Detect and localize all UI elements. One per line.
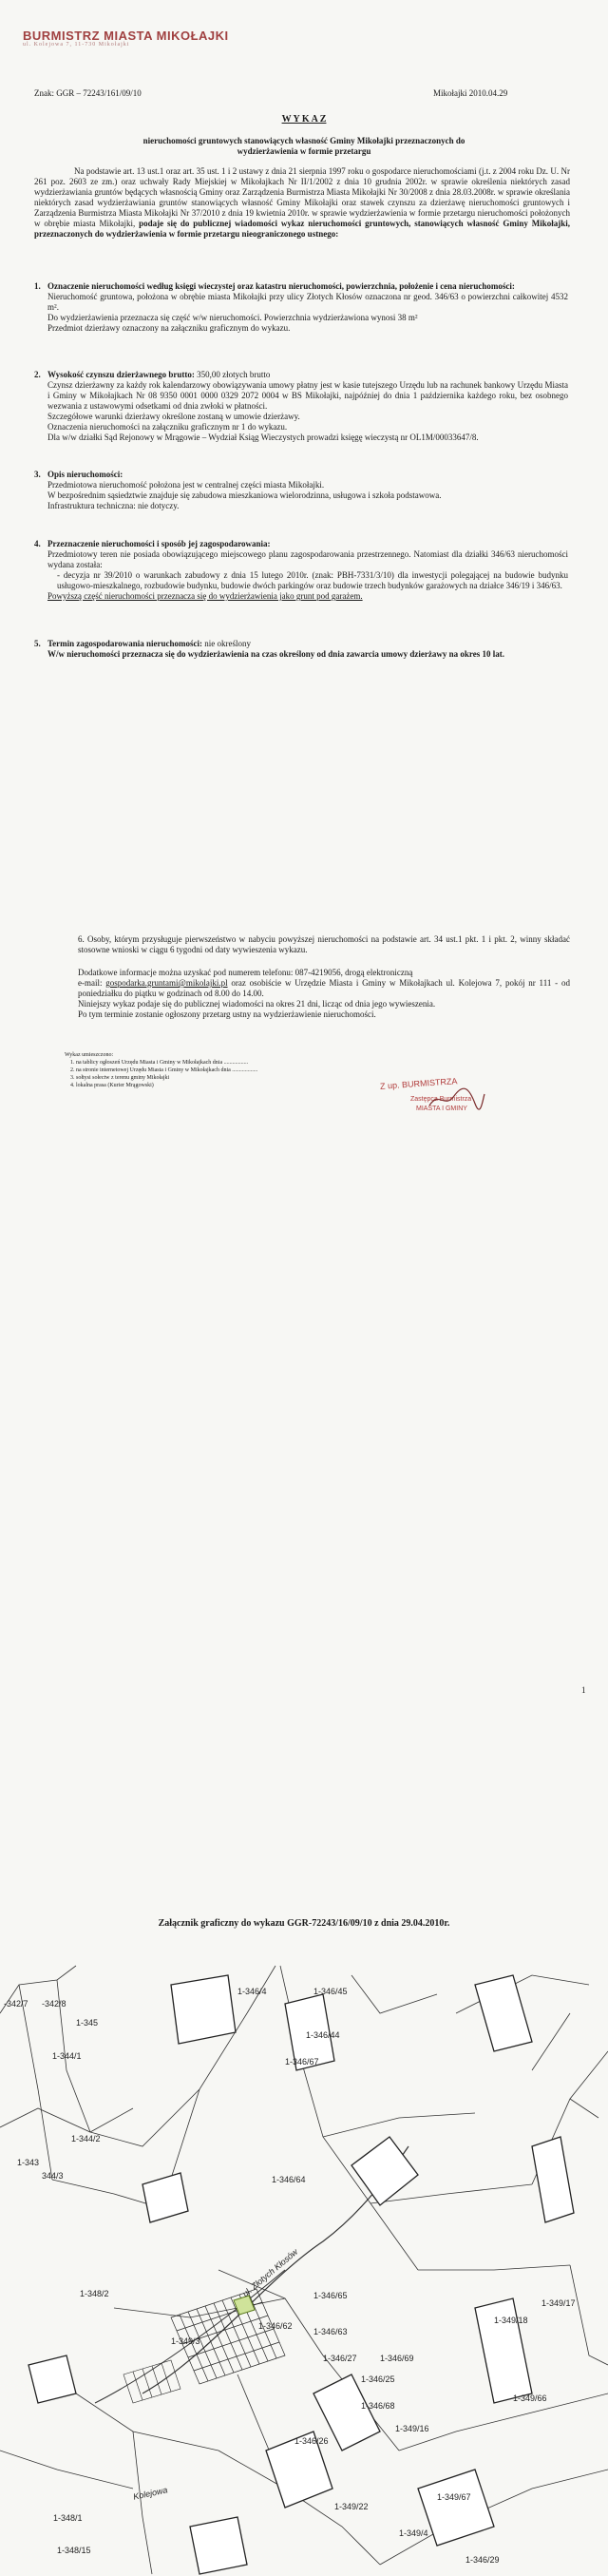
map-parcel-label: 1-346/45 — [314, 1987, 348, 1996]
intro-bold-text: podaje się do publicznej wiadomości wykaz nieruchomości gruntowych, stanowiących własność Gminy Mikołajki, przeznaczonych do wydzierżawienia w formie przetargu nieograniczonego ustnego: — [34, 219, 570, 239]
section-2 — [34, 370, 568, 443]
map-parcel-label: 1-346/25 — [361, 2374, 395, 2384]
section-heading: Oznaczenie nieruchomości według księgi wieczystej oraz katastru nieruchomości, powierzchnia, położenie i cena nieruchomości: — [48, 281, 515, 291]
signature-icon — [426, 1086, 486, 1113]
map-parcel-label: 1-346/68 — [361, 2401, 395, 2411]
section-line: Dla w/w działki Sąd Rejonowy w Mrągowie – Wydział Ksiąg Wieczystych prowadzi księgę wieczystą nr OL1M/00033647/8. — [48, 433, 479, 442]
paragraph-6: 6. Osoby, którym przysługuje pierwszeństwo w nabyciu powyższej nieruchomości na podstawie art. 34 ust.1 pkt. 1 i pkt. 2, winny składać stosowne wnioski w ciągu 6 tygodni od daty wywieszenia wykazu. — [78, 934, 570, 954]
section-number: 5. — [34, 639, 41, 648]
map-parcel-label: 1-346/64 — [272, 2175, 306, 2184]
posting-item: 4. lokalna prasa (Kurier Mrągowski) — [70, 1083, 154, 1088]
tender-text: Po tym terminie zostanie ogłoszony przetarg ustny na wydzierżawienie nieruchomości. — [78, 1009, 376, 1019]
office-address: ul. Kolejowa 7, 11-730 Mikołajki — [23, 42, 130, 48]
section-line: Przedmiotowy teren nie posiada obowiązującego miejscowego planu zagospodarowania przestrzennego. Natomiast dla działki 346/63 nieruchomości wydana została: — [48, 549, 568, 569]
office-header: BURMISTRZ MIASTA MIKOŁAJKI — [23, 29, 229, 43]
section-3 — [34, 470, 568, 511]
posting-title: Wykaz umieszczono: — [65, 1052, 114, 1058]
section-5 — [34, 639, 568, 660]
section-line: Nieruchomość gruntowa, położona w obrębie miasta Mikołajki przy ulicy Złotych Kłosów oznaczona nr geod. 346/63 o powierzchni całkowitej 4532 m². — [48, 292, 568, 312]
rent-amount: 350,00 złotych brutto — [194, 370, 271, 379]
section-line: - decyzja nr 39/2010 o warunkach zabudowy z dnia 15 lutego 2010r. (znak: PBH-7331/3/10) dla inwestycji polegającej na budowie budynku usługowo-mieszkalnego, rozbudowie budynku, budowie dwóch parkingów oraz budowie trzech budynków garażowych na działce 346/19 i 346/63. — [57, 570, 568, 590]
document-subtitle-1: nieruchomości gruntowych stanowiących własność Gminy Mikołajki przeznaczonych do — [142, 136, 466, 145]
section-4 — [34, 539, 568, 602]
map-parcel-label: 1-349/67 — [437, 2492, 471, 2502]
stamp-line-1: Z up. BURMISTRZA — [379, 1076, 458, 1091]
map-parcel-label: 1-343 — [17, 2158, 40, 2167]
section-heading: Termin zagospodarowania nieruchomości: — [48, 639, 203, 648]
posting-item: 3. sołtysi sołectw z terenu gminy Mikołajki — [70, 1075, 170, 1081]
term-value: nie określony — [202, 639, 252, 648]
street-label: ul. Złotych Kłosów — [240, 2246, 300, 2299]
map-parcel-label: 1-346/67 — [285, 2057, 319, 2067]
map-parcel-label: 1-344/2 — [71, 2134, 101, 2143]
section-line: Przedmiot dzierżawy oznaczony na załączniku graficznym do wykazu. — [48, 323, 291, 333]
document-page-1 — [0, 0, 608, 868]
section-line: Oznaczenia nieruchomości na załączniku graficznym nr 1 do wykazu. — [48, 422, 288, 432]
map-title: Załącznik graficzny do wykazu GGR-72243/16/09/10 z dnia 29.04.2010r. — [158, 1918, 450, 1929]
map-parcel-label: 1-346/4 — [238, 1987, 267, 1996]
lease-term: W/w nieruchomości przeznacza się do wydzierżawienia na czas określony od dnia zawarcia umowy dzierżawy na okres 10 lat. — [48, 649, 504, 659]
posting-item: 1. na tablicy ogłoszeń Urzędu Miasta i Gminy w Mikołajkach dnia ................. — [70, 1060, 249, 1066]
section-line: Infrastruktura techniczna: nie dotyczy. — [48, 501, 180, 510]
map-parcel-label: 1-344/1 — [52, 2051, 82, 2061]
section-line: Przedmiotowa nieruchomość położona jest w centralnej części miasta Mikołajki. — [48, 480, 325, 490]
map-parcel-label: 1-348/15 — [57, 2546, 91, 2555]
map-parcel-label: 1-346/29 — [466, 2555, 500, 2565]
section-line: Do wydzierżawienia przeznacza się część w/w nieruchomości. Powierzchnia wydzierżawiona wynosi 38 m² — [48, 313, 418, 322]
section-number: 1. — [34, 281, 41, 291]
section-heading: Opis nieruchomości: — [48, 470, 124, 479]
map-parcel-label: 1-346/69 — [380, 2354, 414, 2363]
map-parcel-label: 1-349/4 — [399, 2528, 428, 2538]
map-parcel-label: 1-346/63 — [314, 2327, 348, 2336]
document-date: Mikołajki 2010.04.29 — [433, 88, 508, 98]
publication-text: Niniejszy wykaz podaje się do publicznej wiadomości na okres 21 dni, licząc od dnia jego wywieszenia. — [78, 999, 436, 1009]
map-parcel-label: 1-346/27 — [323, 2354, 357, 2363]
section-number: 3. — [34, 470, 41, 479]
map-parcel-label: 1-349/16 — [395, 2424, 429, 2433]
section-number: 2. — [34, 370, 41, 379]
contact-paragraph — [78, 968, 570, 1020]
map-parcel-label: 1-349/66 — [513, 2393, 547, 2403]
posting-item: 2. na stronie internetowej Urzędu Miasta i Gminy w Mikołajkach dnia .................. — [70, 1067, 258, 1073]
map-parcel-label: 1-346/62 — [258, 2321, 293, 2331]
contact-text-2: oraz osobiście w Urzędzie Miasta i Gminy w Mikołajkach ul. Kolejowa 7, pokój nr 111 - od poniedziałku do piątku w godzinach od 8.00 do 14.00. — [78, 978, 570, 998]
section-line: W bezpośrednim sąsiedztwie znajduje się zabudowa mieszkaniowa wielorodzinna, usługowa i szkoła podstawowa. — [48, 490, 442, 500]
map-parcel-label: 1-349/22 — [334, 2502, 369, 2511]
page-number: 1 — [581, 1685, 586, 1695]
map-parcel-label: 1-346/65 — [314, 2291, 348, 2300]
section-line: Szczegółowe warunki dzierżawy określone zostaną w umowie dzierżawy. — [48, 412, 300, 421]
section-1 — [34, 281, 568, 334]
document-subtitle-2: wydzierżawienia w formie przetargu — [237, 146, 371, 156]
map-parcel-label: 1-349/18 — [494, 2316, 528, 2325]
street-label: Kolejowa — [132, 2485, 169, 2502]
document-reference: Znak: GGR – 72243/161/09/10 — [34, 88, 142, 98]
document-page-2 — [0, 868, 608, 1709]
intro-paragraph — [34, 166, 570, 240]
section-line: Powyższą część nieruchomości przeznacza się do wydzierżawienia jako grunt pod garażem. — [48, 591, 363, 601]
section-line: Czynsz dzierżawny za każdy rok kalendarzowy obowiązywania umowy płatny jest w kasie tutejszego Urzędu lub na rachunek bankowy Urzędu Miasta i Gminy w Mikołajkach Nr 08 9350 0001 0000 0329 2072 0004 w BS Mikołajki, najpóźniej do dnia 1 października każdego roku, bez osobnego wezwania z ustawowymi odsetkami od dnia zwłoki w płatności. — [48, 380, 568, 411]
document-title: W Y K A Z — [281, 114, 327, 125]
document-page-3-map — [0, 1709, 608, 2576]
stamp-line-3: MIASTA I GMINY — [416, 1105, 467, 1112]
email-label: e-mail: — [78, 978, 106, 988]
section-heading: Wysokość czynszu dzierżawnego brutto: — [48, 370, 195, 379]
map-parcel-label: 1-348/2 — [80, 2289, 109, 2298]
map-parcel-label: 1-349/3 — [171, 2336, 200, 2346]
map-parcel-label: 1-348/1 — [53, 2513, 83, 2523]
map-parcel-label: 1-345 — [76, 2018, 99, 2028]
map-parcel-label: -342/7 — [4, 1999, 28, 2009]
map-parcel-label: 344/3 — [42, 2171, 64, 2181]
section-number: 4. — [34, 539, 41, 548]
map-parcel-label: 1-346/44 — [306, 2030, 340, 2040]
map-parcel-label: 1-346/26 — [294, 2436, 329, 2446]
intro-text: Na podstawie art. 13 ust.1 oraz art. 35 ust. 1 i 2 ustawy z dnia 21 sierpnia 1997 roku o gospodarce nieruchomościami (j.t. z 2004 roku Dz. U. Nr 261 poz. 2603 ze zm.) oraz uchwały Rady Miejskiej w Mikołajkach Nr II/1/2002 z dnia 10 grudnia 2002r. w sprawie określenia niektórych zasad wydzierżawiania gruntów będących własnością Gminy oraz Zarządzenia Burmistrza Miasta Mikołajki Nr 30/2008 z dnia 28.03.2008r. w sprawie określania niektórych zasad wydzierżawiania gruntów stanowiących własność Gminy Mikołajki oraz stawek czynszu za dzierżawę nieruchomości gruntowych i Zarządzenia Burmistrza Miasta Mikołajki Nr 37/2010 z dnia 19 kwietnia 2010r. w sprawie wydzierżawienia w formie przetargu nieruchomości położonych w obrębie miasta Mikołajki, — [34, 166, 570, 228]
section-heading: Przeznaczenie nieruchomości i sposób jej zagospodarowania: — [48, 539, 271, 548]
contact-text: Dodatkowe informacje można uzyskać pod numerem telefonu: 087-4219056, drogą elektroniczną — [78, 968, 413, 977]
email-link[interactable]: gospodarka.gruntami@mikolajki.pl — [105, 978, 228, 988]
stamp-line-2: Zastępca Burmistrza — [410, 1096, 472, 1103]
map-parcel-label: -342/8 — [42, 1999, 66, 2009]
map-parcel-label: 1-349/17 — [542, 2298, 576, 2308]
cadastral-map — [0, 1956, 608, 2576]
